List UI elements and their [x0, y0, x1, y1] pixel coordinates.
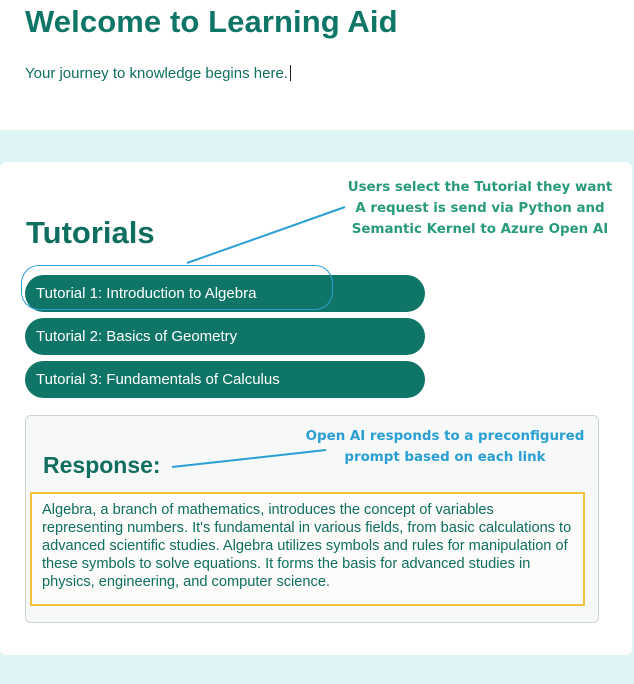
- response-text: Algebra, a branch of mathematics, introduces the concept of variables representing numbers. It's fundamental in various fields, from basic calculations to advanced scientific studies. Algebra utilizes symbols and rules for manipulation of these symbols to solve equations. It forms the basis for advanced studies in physics, engineering, and computer science.: [42, 502, 572, 590]
- page-header: [0, 0, 634, 130]
- annotation-line: A request is send via Python and: [355, 201, 605, 216]
- tutorial-button-calculus[interactable]: Tutorial 3: Fundamentals of Calculus: [25, 361, 425, 398]
- tutorials-heading: Tutorials: [26, 215, 155, 250]
- tutorial-button-algebra[interactable]: Tutorial 1: Introduction to Algebra: [25, 275, 425, 312]
- text-cursor: [290, 65, 291, 81]
- annotation-openai-response: [296, 426, 594, 468]
- tagline: [25, 65, 291, 82]
- response-heading: Response:: [43, 452, 161, 478]
- annotation-line: prompt based on each link: [344, 450, 546, 465]
- annotation-line: Users select the Tutorial they want: [347, 180, 613, 195]
- site-title: Welcome to Learning Aid: [25, 4, 398, 39]
- annotation-line: Open AI responds to a preconfigured: [305, 429, 585, 444]
- response-text-box: [30, 492, 585, 606]
- tutorial-button-geometry[interactable]: Tutorial 2: Basics of Geometry: [25, 318, 425, 355]
- tagline-text: Your journey to knowledge begins here.: [25, 65, 288, 82]
- annotation-line: Semantic Kernel to Azure Open AI: [351, 222, 609, 237]
- annotation-tutorial-select: [340, 177, 620, 240]
